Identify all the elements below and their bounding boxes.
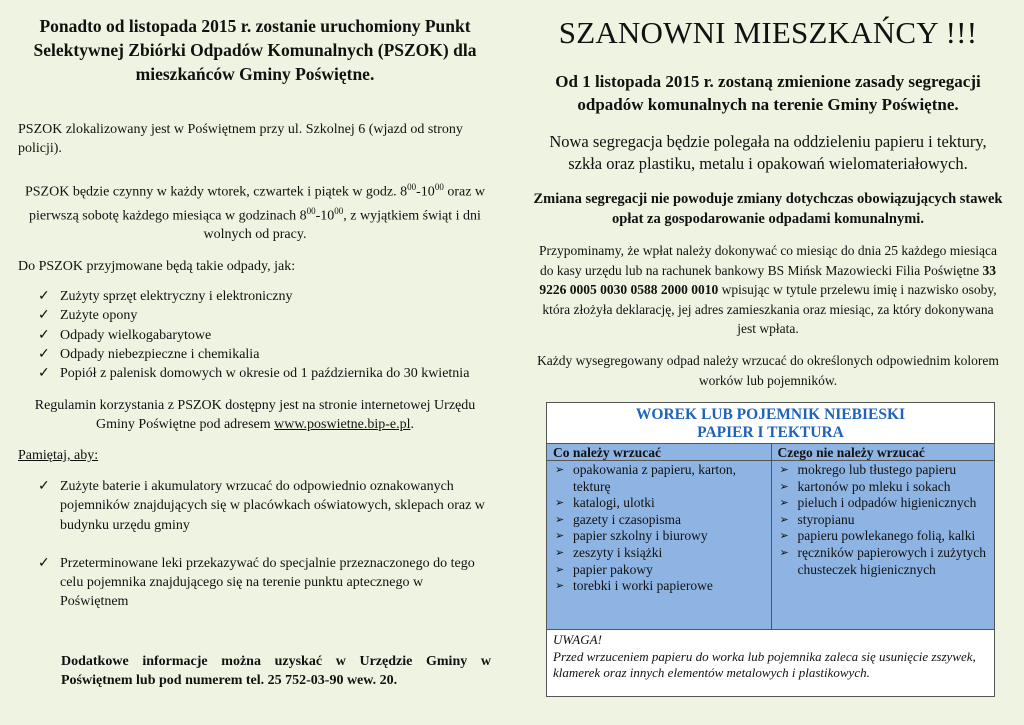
allowed-header: Co należy wrzucać	[547, 444, 771, 461]
checkmark-icon: ✓	[38, 289, 50, 304]
arrow-icon: ➢	[779, 513, 789, 526]
checkmark-icon: ✓	[38, 479, 50, 494]
list-item: ➢ torebki i worki papierowe	[555, 578, 713, 594]
list-item: ➢ papier pakowy	[555, 561, 653, 577]
pszok-hours: PSZOK będzie czynny w każdy wtorek, czwartek i piątek w godz. $8^{00}-10^{00}$ oraz w pierwszą sobotę każdego miesiąca w godzinach $8^{00}-10^{00}$, z wyjątkiem świąt i dni wolnych od pracy.	[24, 182, 486, 243]
bin-warning	[547, 630, 994, 684]
remember-list	[18, 477, 494, 612]
checkmark-icon: ✓	[38, 308, 50, 324]
pszok-location: PSZOK zlokalizowany jest w Poświętnem przy ul. Szkolnej 6 (wjazd od strony policji).	[18, 122, 463, 156]
list-item: ➢ papier szkolny i biurowy	[555, 528, 708, 544]
remember-label: Pamiętaj, aby:	[18, 448, 99, 463]
checkmark-icon: ✓	[38, 327, 50, 343]
contact-info: Dodatkowe informacje można uzyskać w Urzędzie Gminy w Poświętnem lub pod numerem tel. 25 752-03-90 wew. 20.	[61, 654, 491, 688]
new-rules: Nowa segregacja będzie polegała na oddzieleniu papieru i tektury, szkła oraz plastiku, metalu i opakowań wielomateriałowych.	[549, 132, 987, 173]
forbidden-header: Czego nie należy wrzucać	[772, 444, 995, 461]
arrow-icon: ➢	[555, 563, 565, 576]
accepted-list	[18, 287, 498, 383]
bank-account: 33 9226 0005 0030 0588 2000 0010	[539, 262, 996, 297]
list-item: ✓ Odpady niebezpieczne i chemikalia	[18, 345, 498, 364]
list-item: ✓ Odpady wielkogabarytowe	[18, 326, 498, 345]
list-item: ➢ papieru powlekanego folią, kalki	[779, 528, 976, 544]
pszok-heading: Ponadto od listopada 2015 r. zostanie uruchomiony Punkt Selektywnej Zbiórki Odpadów Komunalnych (PSZOK) dla mieszkańców Gminy Poświętne.	[33, 16, 477, 84]
arrow-icon: ➢	[779, 546, 789, 559]
arrow-icon: ➢	[555, 497, 565, 510]
arrow-icon: ➢	[555, 580, 565, 593]
list-item: ✓ Zużyte baterie i akumulatory wrzucać do odpowiednio oznakowanych pojemników znajdujących się w placówkach oświatowych, sklepach oraz w budynku urzędu gminy	[38, 479, 485, 533]
list-item: ➢ mokrego lub tłustego papieru	[779, 462, 957, 477]
arrow-icon: ➢	[555, 546, 565, 559]
list-item: ➢ gazety i czasopisma	[555, 511, 681, 527]
allowed-column	[547, 444, 771, 629]
regulations-text: Regulamin korzystania z PSZOK dostępny jest na stronie internetowej Urzędu Gminy Poświętne pod adresem www.poswietne.bip-e.pl.	[34, 398, 476, 432]
arrow-icon: ➢	[779, 464, 789, 476]
arrow-icon: ➢	[555, 513, 565, 526]
bin-columns	[547, 444, 994, 630]
bin-title: WOREK LUB POJEMNIK NIEBIESKI PAPIER I TEKTURA	[547, 403, 994, 444]
arrow-icon: ➢	[779, 480, 789, 493]
arrow-icon: ➢	[779, 530, 789, 543]
checkmark-icon: ✓	[38, 555, 50, 571]
bag-info: Każdy wysegregowany odpad należy wrzucać do określonych odpowiednim kolorem worków lub pojemników.	[537, 353, 999, 388]
list-item: ➢ pieluch i odpadów higienicznych	[779, 495, 977, 511]
arrow-icon: ➢	[555, 464, 565, 476]
list-item: ➢ zeszyty i książki	[555, 544, 663, 560]
blue-bin-table	[546, 402, 995, 697]
list-item: ✓ Zużyte opony	[18, 306, 498, 325]
allowed-list	[547, 461, 771, 595]
forbidden-column	[771, 444, 995, 629]
website-link[interactable]: www.poswietne.bip-e.pl	[274, 417, 411, 432]
warning-label: UWAGA!	[553, 632, 602, 647]
list-item: ✓ Popiół z palenisk domowych w okresie od 1 października do 30 kwietnia	[18, 364, 498, 383]
change-subtitle: Od 1 listopada 2015 r. zostaną zmienione zasady segregacji odpadów komunalnych na terenie Gminy Poświętne.	[555, 72, 981, 114]
fee-note: Zmiana segregacji nie powoduje zmiany dotychczas obowiązujących stawek opłat za gospodarowanie odpadami komunalnymi.	[533, 191, 1003, 227]
forbidden-list	[772, 461, 995, 578]
list-item: ✓ Przeterminowane leki przekazywać do specjalnie przeznaczonego do tego celu pojemnika znajdującego się na terenie punktu aptecznego w Poświętnem	[38, 555, 475, 610]
warning-text: Przed wrzuceniem papieru do worka lub pojemnika zaleca się usunięcie zszywek, klamerek oraz innych elementów metalowych i plastikowych.	[553, 648, 976, 680]
checkmark-icon: ✓	[38, 346, 50, 362]
page-title: SZANOWNI MIESZKAŃCY !!!	[558, 15, 978, 50]
list-item: ➢ ręczników papierowych i zużytych chusteczek higienicznych	[779, 544, 987, 577]
list-item: ✓ Zużyty sprzęt elektryczny i elektroniczny	[18, 287, 498, 306]
arrow-icon: ➢	[555, 530, 565, 543]
list-item: ➢ kartonów po mleku i sokach	[779, 478, 951, 494]
arrow-icon: ➢	[779, 497, 789, 510]
list-item: ➢ styropianu	[779, 511, 855, 527]
payment-info: Przypominamy, że wpłat należy dokonywać co miesiąc do dnia 25 każdego miesiąca do kasy urzędu lub na rachunek bankowy BS Mińsk Mazowiecki Filia Poświętne 33 9226 0005 0030 0588 2000 0010 wpisując w tytule przelewu imię i nazwisko osoby, która złożyła deklarację, jej adres zamieszkania oraz miesiąc, za który dokonywana jest wpłata.	[539, 243, 997, 336]
checkmark-icon: ✓	[38, 366, 50, 382]
accepted-intro: Do PSZOK przyjmowane będą takie odpady, jak:	[18, 259, 296, 274]
list-item: ➢ opakowania z papieru, karton, tekturę	[555, 462, 737, 494]
list-item: ➢ katalogi, ulotki	[555, 495, 655, 511]
